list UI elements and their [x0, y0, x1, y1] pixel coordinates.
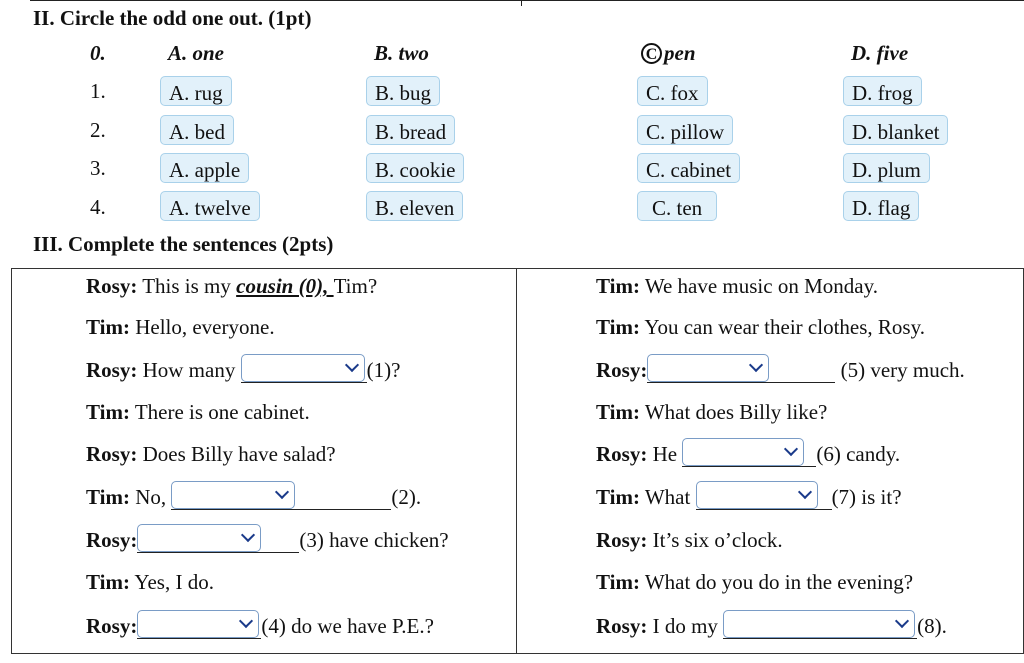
dialogue-line-l4 [86, 396, 310, 428]
dialogue-divider [516, 268, 517, 654]
dialogue-line-r3 [596, 354, 965, 386]
line-text: There is one cabinet. [129, 400, 310, 424]
line-text: What do you do in the evening? [639, 570, 914, 594]
speaker-label: Tim: [596, 570, 640, 594]
question-number: 4. [90, 195, 106, 219]
line-text: What does Billy like? [639, 400, 828, 424]
example-answer: cousin (0), [236, 274, 334, 298]
circled-answer-c: C [641, 43, 662, 64]
speaker-label: Tim: [86, 485, 130, 509]
dropdown-6[interactable] [682, 438, 804, 466]
speaker-label: Tim: [596, 485, 640, 509]
option-d-q4[interactable]: D. flag [843, 191, 919, 221]
option-c-q3[interactable]: C. cabinet [637, 153, 740, 183]
speaker-label: Rosy: [86, 358, 138, 382]
option-b-q2[interactable]: B. bread [366, 115, 455, 145]
dropdown-2[interactable] [171, 481, 295, 509]
speaker-label: Tim: [596, 315, 640, 339]
option-c-q1[interactable]: C. fox [637, 76, 708, 106]
dialogue-line-l3 [86, 354, 400, 386]
line-text: (1)? [366, 358, 401, 382]
speaker-label: Tim: [86, 400, 130, 424]
example-option-a: A. one [168, 41, 225, 65]
dialogue-line-l6 [86, 481, 421, 513]
speaker-label: Tim: [86, 570, 130, 594]
dialogue-line-l5 [86, 438, 336, 470]
speaker-label: Rosy: [86, 442, 138, 466]
dialogue-line-l1 [86, 270, 377, 302]
section-3-title: III. Complete the sentences (2pts) [33, 232, 334, 256]
line-text: How many [137, 358, 241, 382]
chevron-down-icon [749, 358, 763, 372]
line-text: Hello, everyone. [129, 315, 275, 339]
speaker-label: Tim: [86, 315, 130, 339]
line-text: Does Billy have salad? [137, 442, 336, 466]
option-a-q4[interactable]: A. twelve [160, 191, 260, 221]
line-text: (7) is it? [831, 485, 902, 509]
dialogue-line-r7 [596, 524, 783, 556]
option-b-q1[interactable]: B. bug [366, 76, 440, 106]
dialogue-line-r9 [596, 610, 947, 642]
chevron-down-icon [241, 528, 255, 542]
option-a-q2[interactable]: A. bed [160, 115, 234, 145]
option-b-q3[interactable]: B. cookie [366, 153, 464, 183]
line-text: You can wear their clothes, Rosy. [639, 315, 925, 339]
dropdown-3[interactable] [137, 524, 261, 552]
option-d-q3[interactable]: D. plum [843, 153, 930, 183]
dialogue-line-r8 [596, 566, 913, 598]
section-2-title: II. Circle the odd one out. (1pt) [33, 6, 312, 30]
example-option-c-word: pen [664, 41, 696, 65]
dialogue-line-r1 [596, 270, 878, 302]
blank-7 [696, 481, 832, 510]
dialogue-line-r2 [596, 311, 925, 343]
dialogue-line-l8 [86, 566, 214, 598]
top-divider-tick [521, 0, 522, 6]
option-c-q2[interactable]: C. pillow [637, 115, 733, 145]
line-text: (2). [391, 485, 422, 509]
speaker-label: Rosy: [86, 274, 138, 298]
speaker-label: Rosy: [596, 528, 648, 552]
line-text: (3) have chicken? [299, 528, 449, 552]
speaker-label: Rosy: [596, 358, 648, 382]
dropdown-1[interactable] [241, 354, 365, 382]
line-text: (5) very much. [835, 358, 965, 382]
line-text: He [647, 442, 683, 466]
line-text: (4) do we have P.E.? [261, 614, 434, 638]
chevron-down-icon [239, 614, 253, 628]
speaker-label: Rosy: [596, 614, 648, 638]
dropdown-5[interactable] [647, 354, 769, 382]
dialogue-line-l7 [86, 524, 449, 556]
option-c-q4[interactable]: C. ten [637, 191, 717, 221]
line-text: No, [129, 485, 172, 509]
option-d-q2[interactable]: D. blanket [843, 115, 948, 145]
speaker-label: Tim: [596, 400, 640, 424]
line-text: It’s six o’clock. [647, 528, 783, 552]
line-text: (6) candy. [816, 442, 901, 466]
line-text: What [639, 485, 696, 509]
question-number: 1. [90, 79, 106, 103]
example-option-b: B. two [374, 41, 429, 65]
blank-5 [647, 354, 835, 383]
dialogue-line-r6 [596, 481, 902, 513]
top-border [30, 0, 1024, 1]
dialogue-line-r4 [596, 396, 827, 428]
line-text: Yes, I do. [129, 570, 214, 594]
line-text: I do my [647, 614, 724, 638]
option-a-q3[interactable]: A. apple [160, 153, 249, 183]
chevron-down-icon [797, 485, 811, 499]
dropdown-7[interactable] [696, 481, 818, 509]
question-number: 3. [90, 156, 106, 180]
blank-8 [723, 610, 917, 639]
blank-3 [137, 524, 299, 553]
dropdown-8[interactable] [723, 610, 915, 638]
option-b-q4[interactable]: B. eleven [366, 191, 463, 221]
speaker-label: Rosy: [596, 442, 648, 466]
example-option-c [641, 41, 696, 66]
option-a-q1[interactable]: A. rug [160, 76, 232, 106]
blank-4 [137, 610, 261, 639]
option-d-q1[interactable]: D. frog [843, 76, 922, 106]
speaker-label: Tim: [596, 274, 640, 298]
line-text: (8). [917, 614, 947, 638]
dialogue-line-r5 [596, 438, 900, 470]
blank-2 [171, 481, 391, 510]
line-text: This is my [137, 274, 237, 298]
example-option-d: D. five [851, 41, 909, 65]
chevron-down-icon [345, 358, 359, 372]
example-number: 0. [90, 41, 106, 65]
dialogue-line-l9 [86, 610, 434, 642]
line-text: Tim? [333, 274, 378, 298]
blank-6 [682, 438, 816, 467]
speaker-label: Rosy: [86, 614, 138, 638]
question-number: 2. [90, 118, 106, 142]
chevron-down-icon [784, 442, 798, 456]
dialogue-line-l2 [86, 311, 275, 343]
blank-1 [241, 354, 367, 383]
speaker-label: Rosy: [86, 528, 138, 552]
chevron-down-icon [275, 485, 289, 499]
dropdown-4[interactable] [137, 610, 259, 638]
line-text: We have music on Monday. [639, 274, 878, 298]
chevron-down-icon [895, 614, 909, 628]
